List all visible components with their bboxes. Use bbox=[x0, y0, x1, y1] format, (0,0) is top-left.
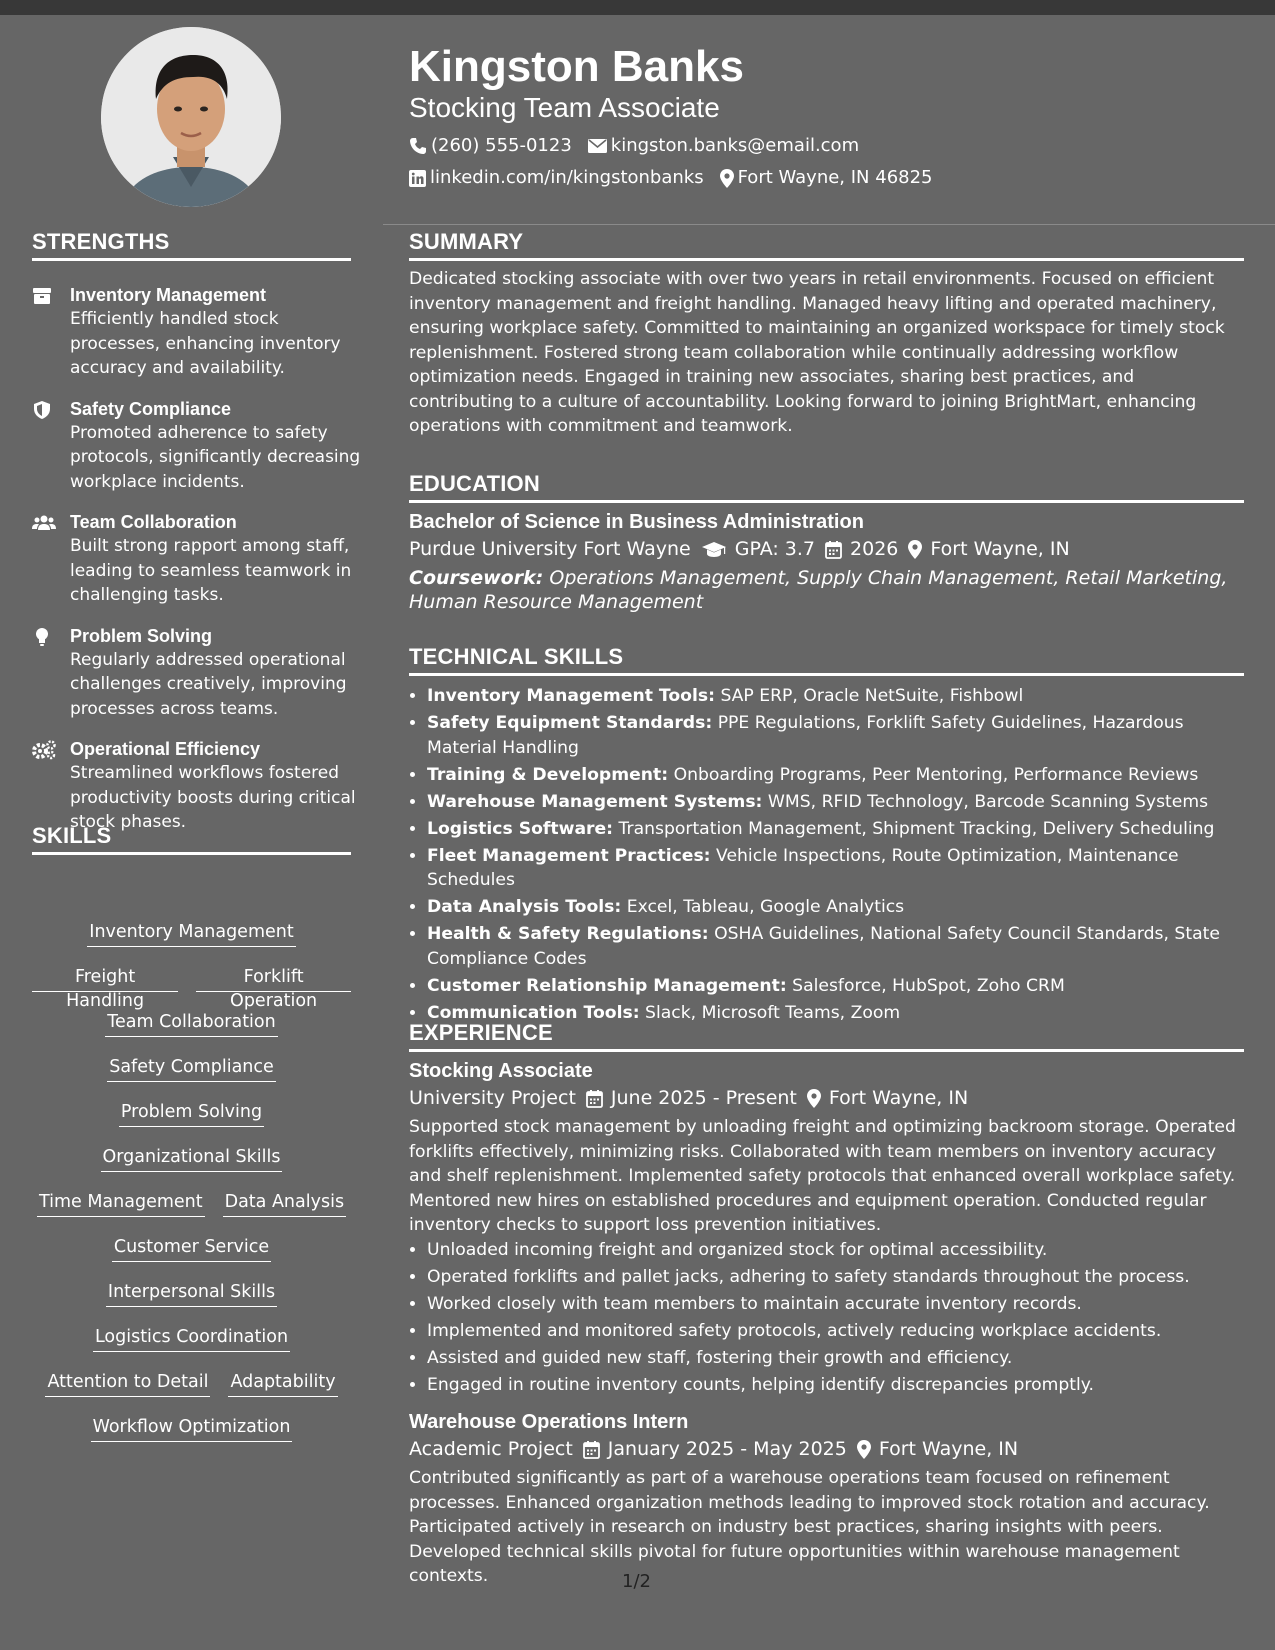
summary-section bbox=[409, 229, 1244, 439]
tech-skill-item: • Logistics Software: Transportation Management, Shipment Tracking, Delivery Scheduling bbox=[427, 817, 1244, 842]
job-title: Stocking Associate bbox=[409, 1060, 593, 1082]
strength-title: Operational Efficiency bbox=[70, 739, 261, 759]
calendar-icon bbox=[825, 540, 842, 559]
email-icon bbox=[588, 138, 607, 154]
skills-heading: SKILLS bbox=[32, 823, 351, 855]
candidate-name: Kingston Banks bbox=[409, 42, 744, 91]
job-bullet: • Worked closely with team members to maintain accurate inventory records. bbox=[427, 1292, 1244, 1317]
tech-skill-item: • Communication Tools: Slack, Microsoft Teams, Zoom bbox=[427, 1001, 1244, 1026]
strength-desc: Promoted adherence to safety protocols, significantly decreasing workplace incidents. bbox=[70, 422, 361, 492]
education-heading: EDUCATION bbox=[409, 471, 1244, 503]
strength-title: Team Collaboration bbox=[70, 512, 237, 532]
graduation-cap-icon bbox=[701, 540, 727, 558]
experience-heading: EXPERIENCE bbox=[409, 1020, 1244, 1052]
location-icon bbox=[720, 169, 734, 188]
skill-tag: Organizational Skills bbox=[101, 1145, 283, 1172]
tech-skill-item: • Training & Development: Onboarding Programs, Peer Mentoring, Performance Reviews bbox=[427, 763, 1244, 788]
education-location: Fort Wayne, IN bbox=[930, 538, 1070, 560]
job-bullet: • Engaged in routine inventory counts, helping identify discrepancies promptly. bbox=[427, 1373, 1244, 1398]
skill-tag: Attention to Detail bbox=[45, 1370, 210, 1397]
box-icon bbox=[32, 286, 54, 306]
job-location: Fort Wayne, IN bbox=[878, 1438, 1019, 1460]
location-text: Fort Wayne, IN 46825 bbox=[737, 167, 933, 188]
job-meta bbox=[409, 1435, 1244, 1463]
header-divider bbox=[383, 224, 1275, 225]
strength-item bbox=[32, 283, 362, 381]
linkedin-link[interactable]: linkedin.com/in/kingstonbanks bbox=[430, 167, 704, 188]
coursework-text: Operations Management, Supply Chain Management, Retail Marketing, Human Resource Management bbox=[409, 567, 1228, 613]
left-sidebar bbox=[0, 15, 383, 1650]
strength-title: Safety Compliance bbox=[70, 398, 232, 419]
location-icon bbox=[908, 540, 922, 559]
contact-row-1 bbox=[409, 134, 859, 158]
email-link[interactable]: kingston.banks@email.com bbox=[610, 135, 860, 156]
job-title: Warehouse Operations Intern bbox=[409, 1411, 689, 1433]
tech-skill-item: • Fleet Management Practices: Vehicle Inspections, Route Optimization, Maintenance Schedules bbox=[427, 844, 1244, 893]
top-bar bbox=[0, 0, 1275, 15]
skill-tag: Workflow Optimization bbox=[91, 1415, 293, 1442]
job-bullets bbox=[409, 1238, 1244, 1398]
job-location: Fort Wayne, IN bbox=[828, 1087, 969, 1109]
job-dates: January 2025 - May 2025 bbox=[607, 1438, 847, 1460]
strength-desc: Streamlined workflows fostered productivity boosts during critical stock phases. bbox=[70, 763, 356, 832]
school-name: Purdue University Fort Wayne bbox=[409, 538, 691, 560]
skill-tag: Team Collaboration bbox=[105, 1010, 277, 1037]
technical-skills-list bbox=[409, 684, 1244, 1025]
degree-title: Bachelor of Science in Business Administration bbox=[409, 511, 864, 533]
job-bullet: • Assisted and guided new staff, fostering their growth and efficiency. bbox=[427, 1346, 1244, 1371]
strength-item bbox=[32, 397, 362, 495]
users-icon bbox=[32, 513, 54, 533]
coursework-label: Coursework: bbox=[409, 567, 544, 589]
avatar bbox=[101, 27, 281, 207]
contact-row-2 bbox=[409, 166, 933, 190]
tech-skill-item: • Safety Equipment Standards: PPE Regulations, Forklift Safety Guidelines, Hazardous Material Handling bbox=[427, 711, 1244, 760]
job-title: Stocking Team Associate bbox=[409, 92, 720, 123]
experience-section bbox=[409, 1020, 1244, 1589]
strength-title: Inventory Management bbox=[70, 285, 267, 305]
skill-tag: Safety Compliance bbox=[107, 1055, 276, 1082]
skill-tag: Time Management bbox=[37, 1190, 205, 1217]
strength-item bbox=[32, 737, 362, 835]
gpa: GPA: 3.7 bbox=[734, 538, 816, 560]
education-meta bbox=[409, 535, 1244, 563]
strength-item bbox=[32, 510, 362, 608]
calendar-icon bbox=[583, 1440, 600, 1459]
graduation-year: 2026 bbox=[850, 538, 899, 560]
skill-tag: Customer Service bbox=[112, 1235, 271, 1262]
summary-heading: SUMMARY bbox=[409, 229, 1244, 261]
job-meta bbox=[409, 1084, 1244, 1112]
skill-tag: Adaptability bbox=[228, 1370, 337, 1397]
technical-skills-section bbox=[409, 644, 1244, 1028]
technical-skills-heading: TECHNICAL SKILLS bbox=[409, 644, 1244, 676]
skill-tag: Freight Handling bbox=[32, 965, 178, 992]
tech-skill-item: • Warehouse Management Systems: WMS, RFID Technology, Barcode Scanning Systems bbox=[427, 790, 1244, 815]
location-icon bbox=[857, 1440, 871, 1459]
job-description: Supported stock management by unloading freight and optimizing backroom storage. Operated forklifts effectively, minimizing risks. Collaborated with team members on inventory accuracy and shelf replenishment. Implemented safety protocols that enhanced overall workplace safety. Mentored new hires on established procedures and equipment operation. Conducted regular inventory checks to support loss prevention initiatives. bbox=[409, 1117, 1236, 1235]
job-bullet: • Implemented and monitored safety protocols, actively reducing workplace accidents. bbox=[427, 1319, 1244, 1344]
skills-list bbox=[32, 920, 351, 1460]
skill-tag: Logistics Coordination bbox=[93, 1325, 290, 1352]
strength-item bbox=[32, 624, 362, 722]
job-org: University Project bbox=[409, 1087, 576, 1109]
tech-skill-item: • Customer Relationship Management: Salesforce, HubSpot, Zoho CRM bbox=[427, 974, 1244, 999]
job-bullet: • Operated forklifts and pallet jacks, adhering to safety standards throughout the process. bbox=[427, 1265, 1244, 1290]
main-column bbox=[383, 15, 1275, 1650]
job-description: Contributed significantly as part of a warehouse operations team focused on refinement processes. Enhanced organization methods leading to improved stock rotation and accuracy. Participated actively in research on industry best practices, sharing insights with peers. Developed technical skills pivotal for future opportunities within warehouse management contexts. bbox=[409, 1468, 1210, 1586]
skill-tag: Forklift Operation bbox=[196, 965, 351, 992]
linkedin-icon bbox=[409, 170, 426, 187]
strength-title: Problem Solving bbox=[70, 625, 213, 646]
strength-desc: Built strong rapport among staff, leading to seamless teamwork in challenging tasks. bbox=[70, 536, 352, 605]
summary-text: Dedicated stocking associate with over two years in retail environments. Focused on efficient inventory management and freight handling. Managed heavy lifting and operated machinery, ensuring workplace safety. Committed to maintaining an organized workspace for timely stock replenishment. Fostered strong team collaboration while continually addressing workflow optimization needs. Engaged in training new associates, sharing best practices, and contributing to a culture of accountability. Looking forward to joining BrightMart, enhancing operations with commitment and teamwork. bbox=[409, 269, 1225, 436]
calendar-icon bbox=[586, 1089, 603, 1108]
strength-desc: Efficiently handled stock processes, enhancing inventory accuracy and availability. bbox=[70, 309, 341, 378]
coursework bbox=[409, 566, 1244, 614]
tech-skill-item: • Inventory Management Tools: SAP ERP, Oracle NetSuite, Fishbowl bbox=[427, 684, 1244, 709]
skill-tag: Data Analysis bbox=[223, 1190, 346, 1217]
shield-icon bbox=[32, 400, 54, 420]
skill-tag: Problem Solving bbox=[119, 1100, 264, 1127]
lightbulb-icon bbox=[32, 627, 54, 647]
tech-skill-item: • Health & Safety Regulations: OSHA Guidelines, National Safety Council Standards, State Compliance Codes bbox=[427, 922, 1244, 971]
job-org: Academic Project bbox=[409, 1438, 573, 1460]
skill-tag: Inventory Management bbox=[87, 920, 295, 947]
strengths-list bbox=[32, 283, 362, 851]
phone-number[interactable]: (260) 555-0123 bbox=[431, 135, 572, 156]
skill-tag: Interpersonal Skills bbox=[106, 1280, 277, 1307]
job-bullet: • Unloaded incoming freight and organized stock for optimal accessibility. bbox=[427, 1238, 1244, 1263]
phone-icon bbox=[409, 137, 427, 155]
gears-icon bbox=[32, 740, 54, 760]
location-icon bbox=[807, 1089, 821, 1108]
tech-skill-item: • Data Analysis Tools: Excel, Tableau, Google Analytics bbox=[427, 895, 1244, 920]
strengths-heading: STRENGTHS bbox=[32, 229, 351, 261]
job-dates: June 2025 - Present bbox=[610, 1087, 797, 1109]
education-section bbox=[409, 471, 1244, 614]
page-number: 1/2 bbox=[622, 1571, 651, 1592]
strength-desc: Regularly addressed operational challenges creatively, improving processes across teams. bbox=[70, 649, 347, 719]
